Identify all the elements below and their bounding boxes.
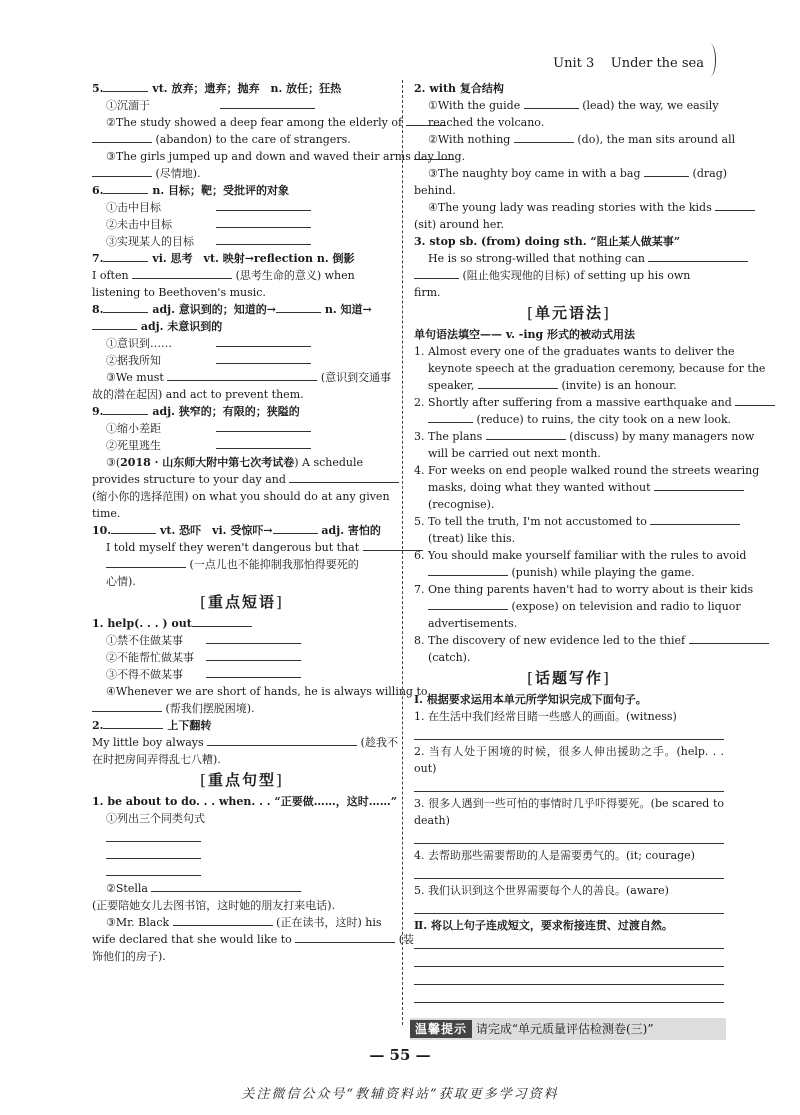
answer-blank[interactable] (289, 472, 399, 483)
answer-line[interactable] (414, 725, 724, 740)
writing-q4: 4. 去帮助那些需要帮助的人是需要勇气的。(it; courage) (414, 849, 695, 862)
q10-item-cont2: 心情). (106, 575, 136, 588)
q6-item1: ①击中目标 (92, 199, 392, 216)
p1-item4: ④Whenever we are short of hands, he is always willing to (106, 685, 428, 698)
q5-heading: 5. vt. 放弃；遗弃；抛弃 n. 放任；狂热 (92, 82, 342, 95)
p2-item: My little boy always (趁我不 (92, 736, 398, 749)
grammar-q5: 5. To tell the truth, I'm not accustomed to (414, 513, 724, 530)
p1-item4-cont: (帮我们摆脱困境). (92, 700, 392, 717)
answer-line[interactable] (106, 846, 201, 859)
t2-heading: 2. with 复合结构 (414, 82, 504, 95)
answer-blank[interactable] (478, 378, 558, 389)
running-header (553, 56, 704, 71)
footer-note: 关注微信公众号“教辅资料站”获取更多学习资料 (241, 1087, 559, 1102)
q9-item3: ③(2018 · 山东师大附中第七次考试卷) A schedule (106, 456, 364, 469)
t1-heading: 1. be about to do. . . when. . . “正要做……，这时……” (92, 795, 398, 808)
grammar-q2: 2. Shortly after suffering from a massive earthquake and (414, 394, 724, 411)
answer-blank[interactable] (295, 932, 395, 943)
writing-part1-instruction: Ⅰ. 根据要求运用本单元所学知识完成下面句子。 (414, 693, 647, 706)
answer-blank[interactable] (106, 557, 186, 568)
grammar-q3-cont: will be carried out next month. (428, 447, 601, 460)
answer-line[interactable] (106, 863, 201, 876)
t1-item2: ②Stella (92, 880, 392, 897)
p2-item-cont: 在时把房间弄得乱七八糟). (92, 753, 221, 766)
grammar-q7-cont: (expose) on television and radio to liquor (414, 598, 724, 615)
answer-blank[interactable] (206, 650, 301, 661)
q9-heading: 9. adj. 狭窄的；有限的；狭隘的 (92, 405, 300, 418)
header-unit: Unit 3 (553, 56, 595, 71)
answer-line[interactable] (414, 829, 724, 844)
section-unit-grammar: [单元语法] (527, 304, 611, 322)
p1-item3: ③不得不做某事 (92, 666, 392, 683)
t2-item3-cont: behind. (414, 184, 456, 197)
answer-blank[interactable] (428, 599, 508, 610)
grammar-q4-cont2: (recognise). (428, 498, 495, 511)
answer-blank[interactable] (216, 234, 311, 245)
writing-q2: 2. 当有人处于困境的时候，很多人伸出援助之手。(help. . . out) (414, 745, 724, 775)
p2-heading: 2. 上下翻转 (92, 719, 212, 732)
grammar-q8: 8. The discovery of new evidence led to the thief (414, 632, 724, 649)
q9-item1: ①缩小差距 (92, 420, 392, 437)
answer-blank[interactable] (216, 336, 311, 347)
q9-item3-cont2: (缩小你的选择范围) on what you should do at any given (92, 490, 390, 503)
q6-item2: ②未击中目标 (92, 216, 392, 233)
grammar-q5-cont: (treat) like this. (428, 532, 516, 545)
q9-source: 2018 · 山东师大附中第七次考试卷 (120, 456, 295, 469)
answer-blank[interactable] (689, 633, 769, 644)
answer-line[interactable] (414, 899, 724, 914)
answer-blank[interactable] (103, 302, 148, 313)
t1-item3-cont2: 饰他们的房子). (92, 950, 166, 963)
grammar-q1-cont: keynote speech at the graduation ceremony, because for the (428, 362, 766, 375)
answer-line[interactable] (414, 988, 724, 1003)
answer-blank[interactable] (132, 268, 232, 279)
t1-item1: ①列出三个同类句式 (106, 812, 205, 825)
answer-blank[interactable] (428, 565, 508, 576)
warm-tip-banner (410, 1018, 726, 1040)
p1-item2: ②不能帮忙做某事 (92, 649, 392, 666)
answer-blank[interactable] (220, 98, 315, 109)
answer-blank[interactable] (151, 881, 301, 892)
header-title: Under the sea (610, 56, 704, 71)
page-number: — 55 — (369, 1046, 431, 1064)
section-key-phrases: [重点短语] (200, 593, 284, 611)
q9-item3-cont3: time. (92, 507, 121, 520)
writing-q1: 1. 在生活中我们经常目睹一些感人的画面。(witness) (414, 710, 677, 723)
tip-label: 温馨提示 (410, 1020, 472, 1038)
answer-blank[interactable] (273, 523, 318, 534)
answer-blank[interactable] (192, 616, 252, 627)
q7-heading: 7. vi. 思考 vt. 映射→reflection n. 倒影 (92, 252, 355, 265)
q10-item: I told myself they weren't dangerous but that (92, 539, 392, 556)
answer-blank[interactable] (644, 166, 689, 177)
q5-item3-cont: (尽情地). (92, 165, 392, 182)
answer-blank[interactable] (648, 251, 748, 262)
q9-item3-cont: provides structure to your day and (92, 471, 392, 488)
answer-blank[interactable] (111, 523, 156, 534)
answer-line[interactable] (414, 952, 724, 967)
grammar-q2-cont: (reduce) to ruins, the city took on a new look. (414, 411, 724, 428)
tip-text: 请完成“单元质量评估检测卷(三)” (475, 1022, 654, 1036)
q8-item1: ①意识到…… (92, 335, 392, 352)
right-column (414, 80, 766, 1024)
answer-blank[interactable] (92, 166, 152, 177)
answer-blank[interactable] (216, 200, 311, 211)
t3-item-cont: (阻止他实现他的目标) of setting up his own (414, 267, 724, 284)
section-topic-writing: [话题写作] (527, 669, 611, 687)
answer-blank[interactable] (103, 183, 148, 194)
t2-item3: ③The naughty boy came in with a bag (drag) (428, 167, 728, 180)
p1-heading: 1. help(. . . ) out (92, 615, 392, 632)
t2-item1-cont: reached the volcano. (428, 116, 545, 129)
answer-line[interactable] (414, 777, 724, 792)
answer-blank[interactable] (276, 302, 321, 313)
q7-item-cont: listening to Beethoven's music. (92, 286, 266, 299)
q8-heading-cont: adj. 未意识到的 (92, 318, 392, 335)
answer-line[interactable] (414, 934, 724, 949)
t1-item3-cont: wife declared that she would like to (装 (92, 933, 415, 946)
grammar-q8-cont: (catch). (428, 651, 471, 664)
answer-blank[interactable] (92, 701, 162, 712)
answer-blank[interactable] (486, 429, 566, 440)
grammar-q6-cont: (punish) while playing the game. (414, 564, 724, 581)
grammar-q7: 7. One thing parents haven't had to worry about is their kids (414, 583, 754, 596)
q6-heading: 6. n. 目标；靶；受批评的对象 (92, 184, 289, 197)
answer-line[interactable] (106, 829, 201, 842)
answer-blank[interactable] (715, 200, 755, 211)
q6-item3: ③实现某人的目标 (92, 233, 392, 250)
p1-item1: ①禁不住做某事 (92, 632, 392, 649)
answer-blank[interactable] (92, 132, 152, 143)
grammar-q1-cont2: speaker, (invite) is an honour. (428, 379, 677, 392)
answer-blank[interactable] (216, 421, 311, 432)
grammar-q3: 3. The plans (discuss) by many managers now (414, 430, 755, 443)
q10-heading: 10. vt. 恐吓 vi. 受惊吓→ adj. 害怕的 (92, 524, 381, 537)
answer-blank[interactable] (654, 480, 744, 491)
t3-item-cont2: firm. (414, 286, 441, 299)
t1-item2-cont: (正要陪她女儿去图书馆，这时她的朋友打来电话). (92, 899, 336, 912)
grammar-q7-cont2: advertisements. (428, 617, 518, 630)
grammar-q4: 4. For weeks on end people walked round the streets wearing (414, 464, 760, 477)
answer-blank[interactable] (216, 438, 311, 449)
t2-item4: ④The young lady was reading stories with the kids (414, 199, 724, 216)
t3-heading: 3. stop sb. (from) doing sth. “阻止某人做某事” (414, 235, 681, 248)
answer-blank[interactable] (92, 319, 137, 330)
answer-blank[interactable] (103, 251, 148, 262)
writing-part2-instruction: Ⅱ. 将以上句子连成短文，要求衔接连贯、过渡自然。 (414, 919, 673, 932)
grammar-q6: 6. You should make yourself familiar with the rules to avoid (414, 549, 747, 562)
grammar-instruction: 单句语法填空—— v. -ing 形式的被动式用法 (414, 328, 636, 341)
q5-item3: ③The girls jumped up and down and waved their arms (92, 148, 392, 165)
answer-line[interactable] (414, 864, 724, 879)
answer-blank[interactable] (216, 353, 311, 364)
answer-blank[interactable] (103, 404, 148, 415)
q5-item2-cont: (abandon) to the care of strangers. (92, 131, 392, 148)
q9-item2: ②死里逃生 (92, 437, 392, 454)
answer-blank[interactable] (514, 132, 574, 143)
answer-line[interactable] (414, 970, 724, 985)
answer-blank[interactable] (216, 217, 311, 228)
t1-answer-lines (92, 829, 392, 876)
q8-heading: 8. adj. 意识到的；知道的→ n. 知道→ (92, 303, 372, 316)
q5-item2: ②The study showed a deep fear among the elderly of (92, 114, 392, 131)
answer-blank[interactable] (167, 370, 317, 381)
q8-item3: ③We must (意识到交通事 (106, 371, 392, 384)
answer-blank[interactable] (206, 633, 301, 644)
answer-blank[interactable] (650, 514, 740, 525)
answer-blank[interactable] (206, 667, 301, 678)
q7-item: I often (思考生命的意义) when (92, 269, 355, 282)
answer-blank[interactable] (103, 81, 148, 92)
t2-item1: ①With the guide (lead) the way, we easily (428, 99, 719, 112)
t3-item: He is so strong-willed that nothing can (414, 250, 724, 267)
answer-blank[interactable] (735, 395, 775, 406)
t2-item2-cont: day long. (414, 150, 466, 163)
header-bracket-decoration (705, 44, 716, 76)
answer-blank[interactable] (207, 735, 357, 746)
answer-blank[interactable] (103, 718, 163, 729)
section-key-patterns: [重点句型] (200, 771, 284, 789)
q10-item-cont: (一点儿也不能抑制我那怕得要死的 (92, 556, 392, 573)
q8-item3-cont: 故的潜在起因) and act to prevent them. (92, 388, 304, 401)
writing-q5: 5. 我们认识到这个世界需要每个人的善良。(aware) (414, 884, 669, 897)
grammar-q4-cont: masks, doing what they wanted without (414, 479, 724, 496)
q8-item2: ②据我所知 (92, 352, 392, 369)
answer-blank[interactable] (524, 98, 579, 109)
answer-blank[interactable] (428, 412, 473, 423)
t2-item2: ②With nothing (do), the man sits around all (428, 133, 736, 146)
answer-blank[interactable] (173, 915, 273, 926)
writing-q3: 3. 很多人遇到一些可怕的事情时几乎吓得要死。(be scared to death) (414, 797, 724, 827)
answer-blank[interactable] (414, 268, 459, 279)
grammar-q1: 1. Almost every one of the graduates wants to deliver the (414, 345, 735, 358)
q5-item1: ①沉湎于 (92, 97, 392, 114)
t1-item3: ③Mr. Black (正在读书，这时) his (106, 916, 382, 929)
t2-item4-cont: (sit) around her. (414, 218, 504, 231)
